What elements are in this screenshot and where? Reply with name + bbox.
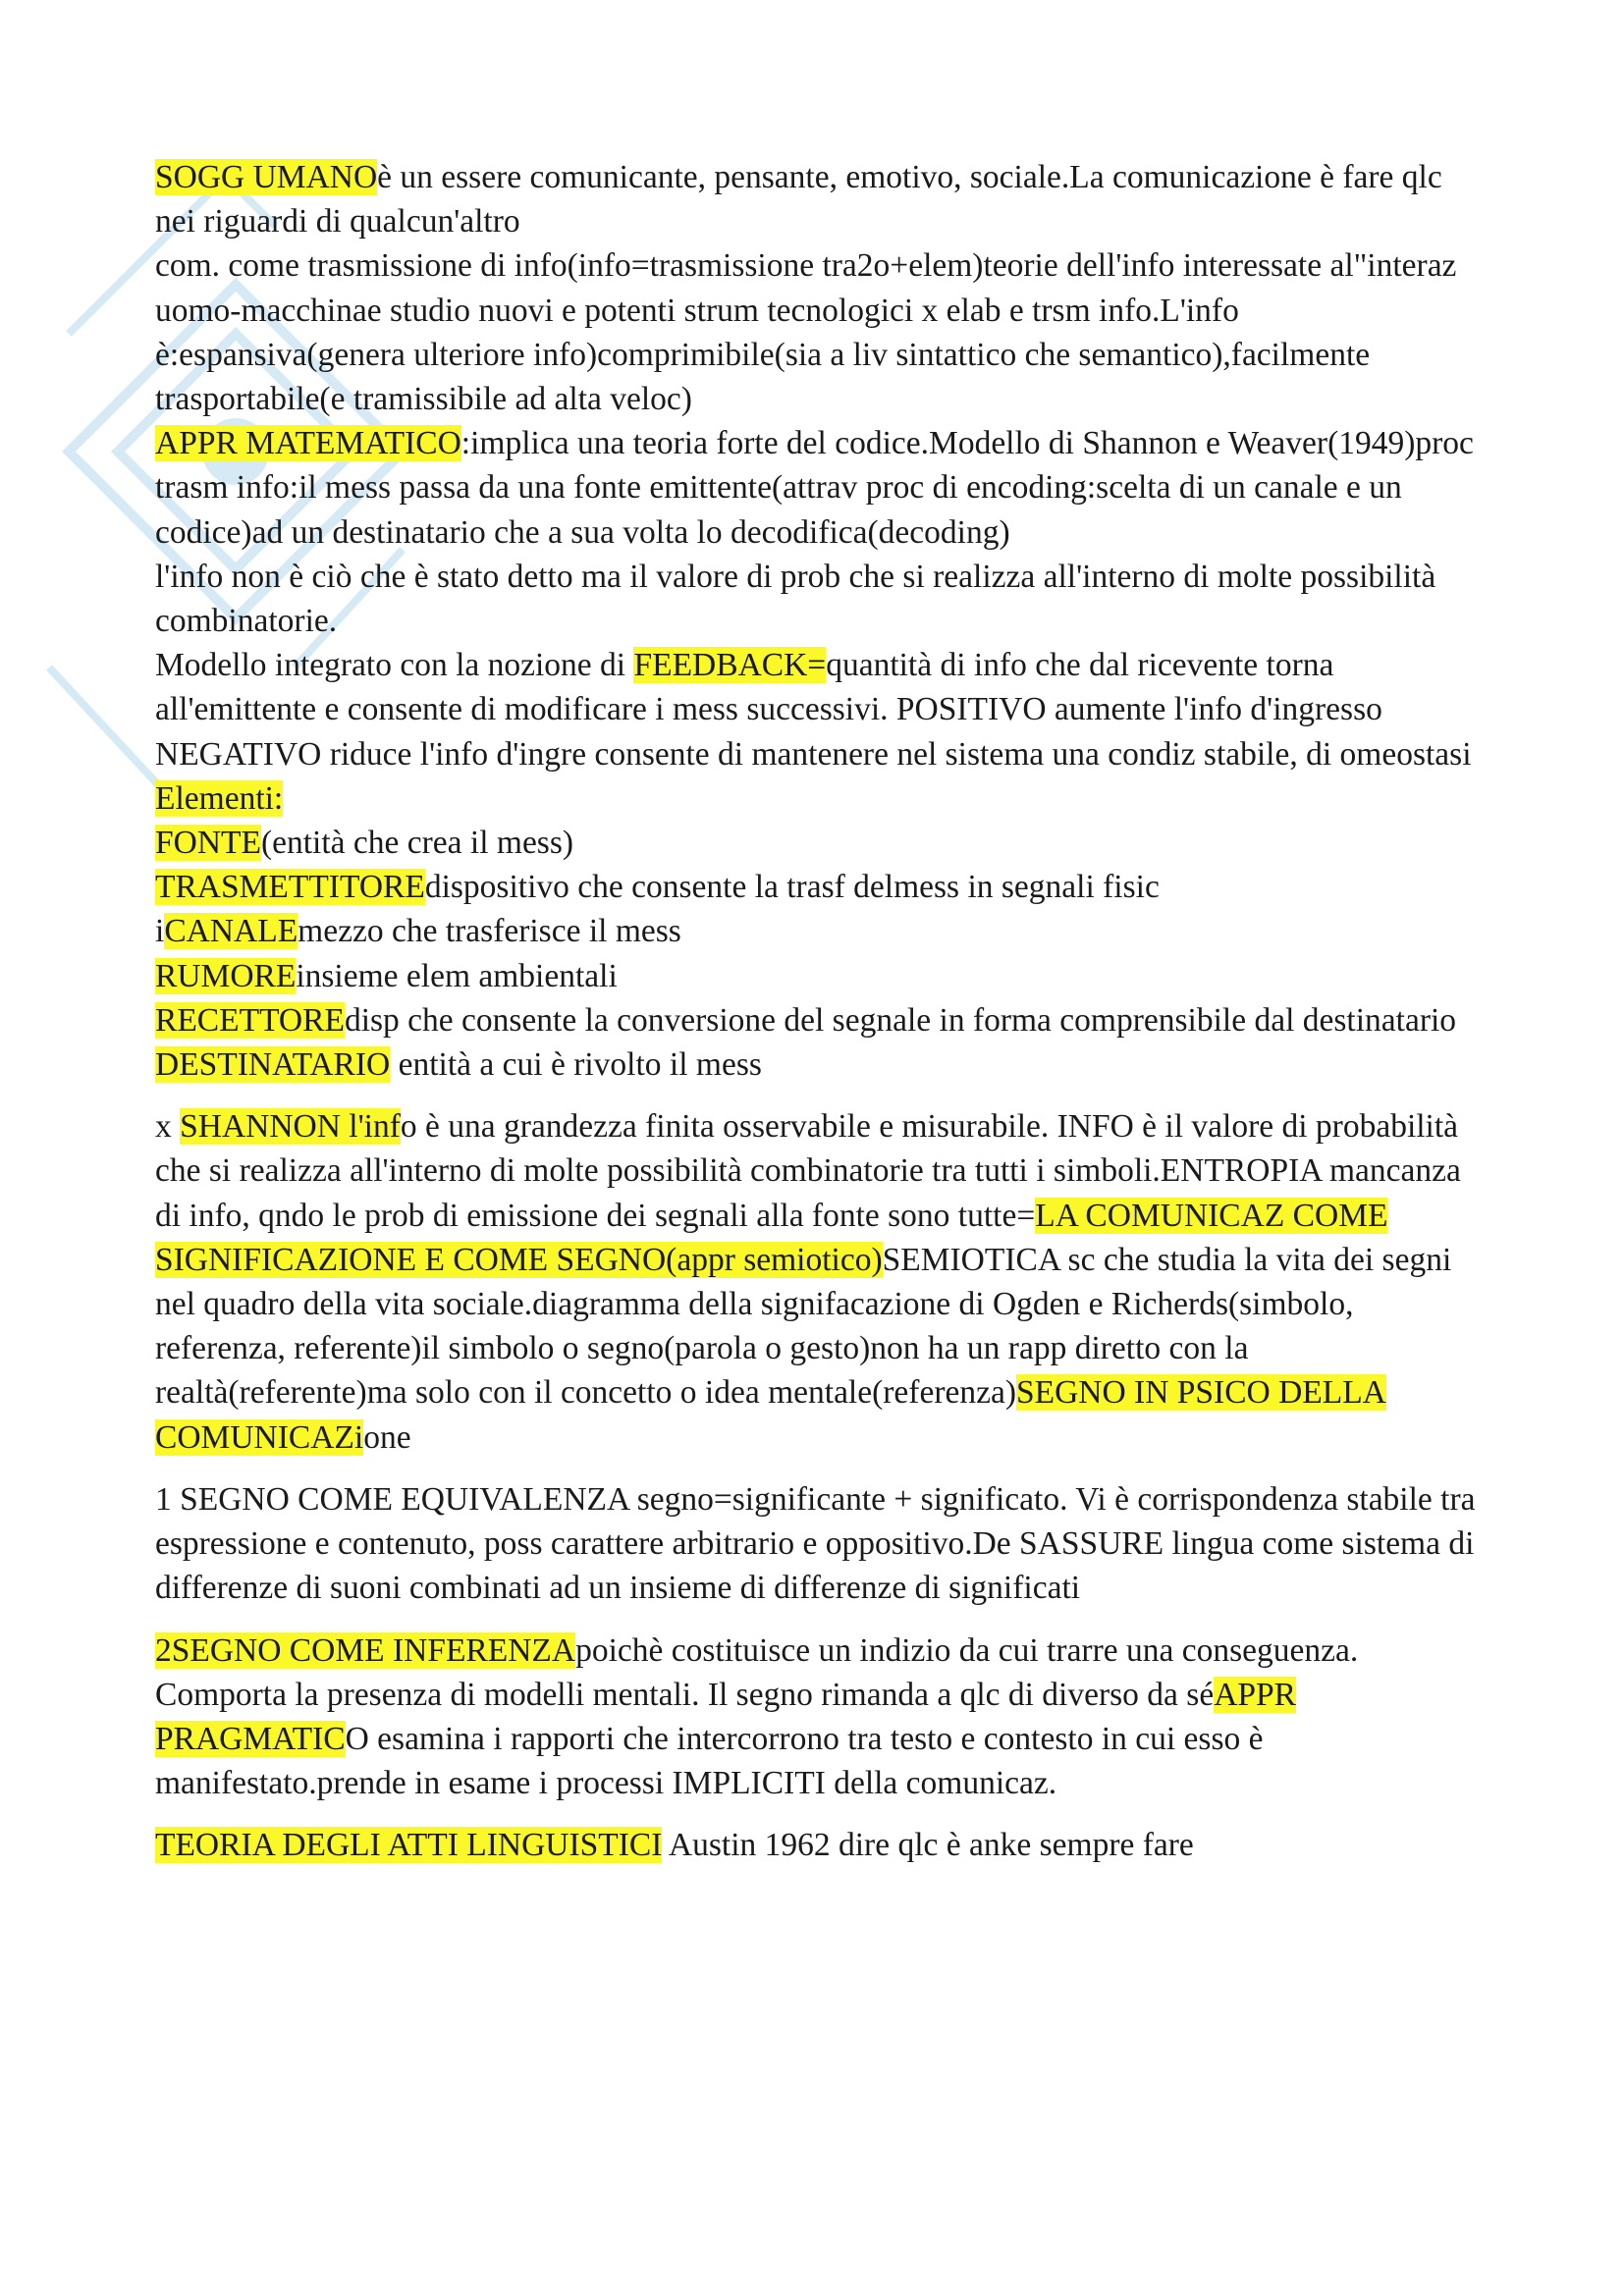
paragraph-spacer: [155, 1460, 1476, 1477]
highlighted-text: DESTINATARIO: [155, 1046, 391, 1084]
paragraph: [155, 1629, 1476, 1806]
highlighted-text: APPR MATEMATICO: [155, 425, 461, 462]
highlighted-text: CANALE: [164, 913, 298, 950]
paragraph: [155, 1823, 1476, 1867]
paragraph: [155, 643, 1476, 776]
highlighted-text: APPR PRAGMATIC: [155, 1676, 1297, 1757]
body-text: Modello integrato con la nozione di: [155, 647, 634, 684]
body-text: i: [155, 913, 165, 950]
body-text: (entità che crea il mess): [260, 825, 574, 862]
body-text: disp che consente la conversione del segnale in forma comprensibile dal destinatario: [344, 1001, 1457, 1039]
paragraph: [155, 909, 1476, 953]
highlighted-text: SOGG UMANO: [155, 159, 378, 195]
paragraph: [155, 155, 1476, 243]
highlighted-text: LA COMUNICAZ COME SIGNIFICAZIONE E COME SEGNO(appr semiotico): [155, 1197, 1388, 1278]
paragraph: [155, 1104, 1476, 1460]
highlighted-text: TEORIA DEGLI ATTI LINGUISTICI: [155, 1827, 663, 1864]
body-text: SEMIOTICA sc che studia la vita dei segni nel quadro della vita sociale.diagramma della signifacazione di Ogden e Richerds(simbolo, referenza, referente)il simbolo o segno(parola o gesto)non ha un rapp diretto con la realtà(referente)ma solo con il concetto o idea mentale(referenza): [155, 1241, 1452, 1412]
highlighted-text: Elementi:: [155, 779, 284, 817]
highlighted-text: RUMORE: [155, 957, 297, 994]
paragraph-spacer: [155, 1611, 1476, 1629]
document-page: [155, 155, 1476, 1868]
body-text: Austin 1962 dire qlc è anke sempre fare: [662, 1827, 1194, 1864]
paragraph: [155, 243, 1476, 421]
body-text: :implica una teoria forte del codice.Modello di Shannon e Weaver(1949)proc trasm info:il mess passa da una fonte emittente(attrav proc di encoding:scelta di un canale e un codice)ad un destinatario che a sua volta lo decodifica(decoding): [155, 425, 1474, 551]
paragraph: [155, 865, 1476, 909]
body-text: dispositivo che consente la trasf delmess in segnali fisic: [424, 869, 1160, 906]
body-text: quantità di info che dal ricevente torna all'emittente e consente di modificare i mess successivi. POSITIVO aumente l'info d'ingresso NEGATIVO riduce l'info d'ingre consente di mantenere nel sistema una condiz stabile, di omeostasi: [155, 647, 1472, 773]
paragraph: [155, 421, 1476, 555]
body-text: l'info non è ciò che è stato detto ma il valore di prob che si realizza all'interno di molte possibilità combinatorie.: [155, 558, 1436, 640]
body-text: o è una grandezza finita osservabile e misurabile. INFO è il valore di probabilità che si realizza all'interno di molte possibilità combinatorie tra tutti i simboli.ENTROPIA mancanza di info, qndo le prob di emissione dei segnali alla fonte sono tutte=: [155, 1108, 1461, 1234]
paragraph-spacer: [155, 1805, 1476, 1823]
paragraph-spacer: [155, 1087, 1476, 1104]
body-text: poichè costituisce un indizio da cui trarre una conseguenza. Comporta la presenza di modelli mentali. Il segno rimanda a qlc di diverso da sé: [155, 1631, 1359, 1713]
body-text: x: [155, 1108, 181, 1146]
highlighted-text: RECETTORE: [155, 1001, 345, 1039]
body-text: entità a cui è rivolto il mess: [390, 1046, 762, 1084]
highlighted-text: SEGNO IN PSICO DELLA COMUNICAZi: [155, 1374, 1386, 1456]
paragraph: [155, 555, 1476, 643]
body-text: mezzo che trasferisce il mess: [298, 913, 681, 950]
paragraph: [155, 1477, 1476, 1611]
paragraph: [155, 821, 1476, 865]
body-text: one: [363, 1418, 411, 1456]
highlighted-text: TRASMETTITORE: [155, 869, 425, 906]
body-text: 1 SEGNO COME EQUIVALENZA segno=significante + significato. Vi è corrispondenza stabile tra espressione e contenuto, poss carattere arbitrario e oppositivo.De SASSURE lingua come sistema di differenze di suoni combinati ad un insieme di differenze di significati: [155, 1480, 1476, 1607]
highlighted-text: 2SEGNO COME INFERENZA: [155, 1631, 576, 1669]
body-text: è un essere comunicante, pensante, emotivo, sociale.La comunicazione è fare qlc nei riguardi di qualcun'altro: [155, 159, 1442, 240]
paragraph: [155, 954, 1476, 998]
body-text: insieme elem ambientali: [296, 957, 618, 994]
paragraph: [155, 998, 1476, 1042]
highlighted-text: FONTE: [155, 825, 261, 862]
highlighted-text: SHANNON l'inf: [180, 1108, 401, 1146]
paragraph: [155, 776, 1476, 821]
body-text: O esamina i rapporti che intercorrono tra testo e contesto in cui esso è manifestato.prende in esame i processi IMPLICITI della comunicaz.: [155, 1720, 1264, 1802]
paragraph: [155, 1042, 1476, 1087]
highlighted-text: FEEDBACK=: [633, 647, 827, 684]
body-text: com. come trasmissione di info(info=trasmissione tra2o+elem)teorie dell'info interessate al"interaz uomo-macchinae studio nuovi e potenti strum tecnologici x elab e trsm info.L'info è:espansiva(genera ulteriore info)comprimibile(sia a liv sintattico che semantico),facilmente trasportabile(e tramissibile ad alta veloc): [155, 247, 1457, 418]
